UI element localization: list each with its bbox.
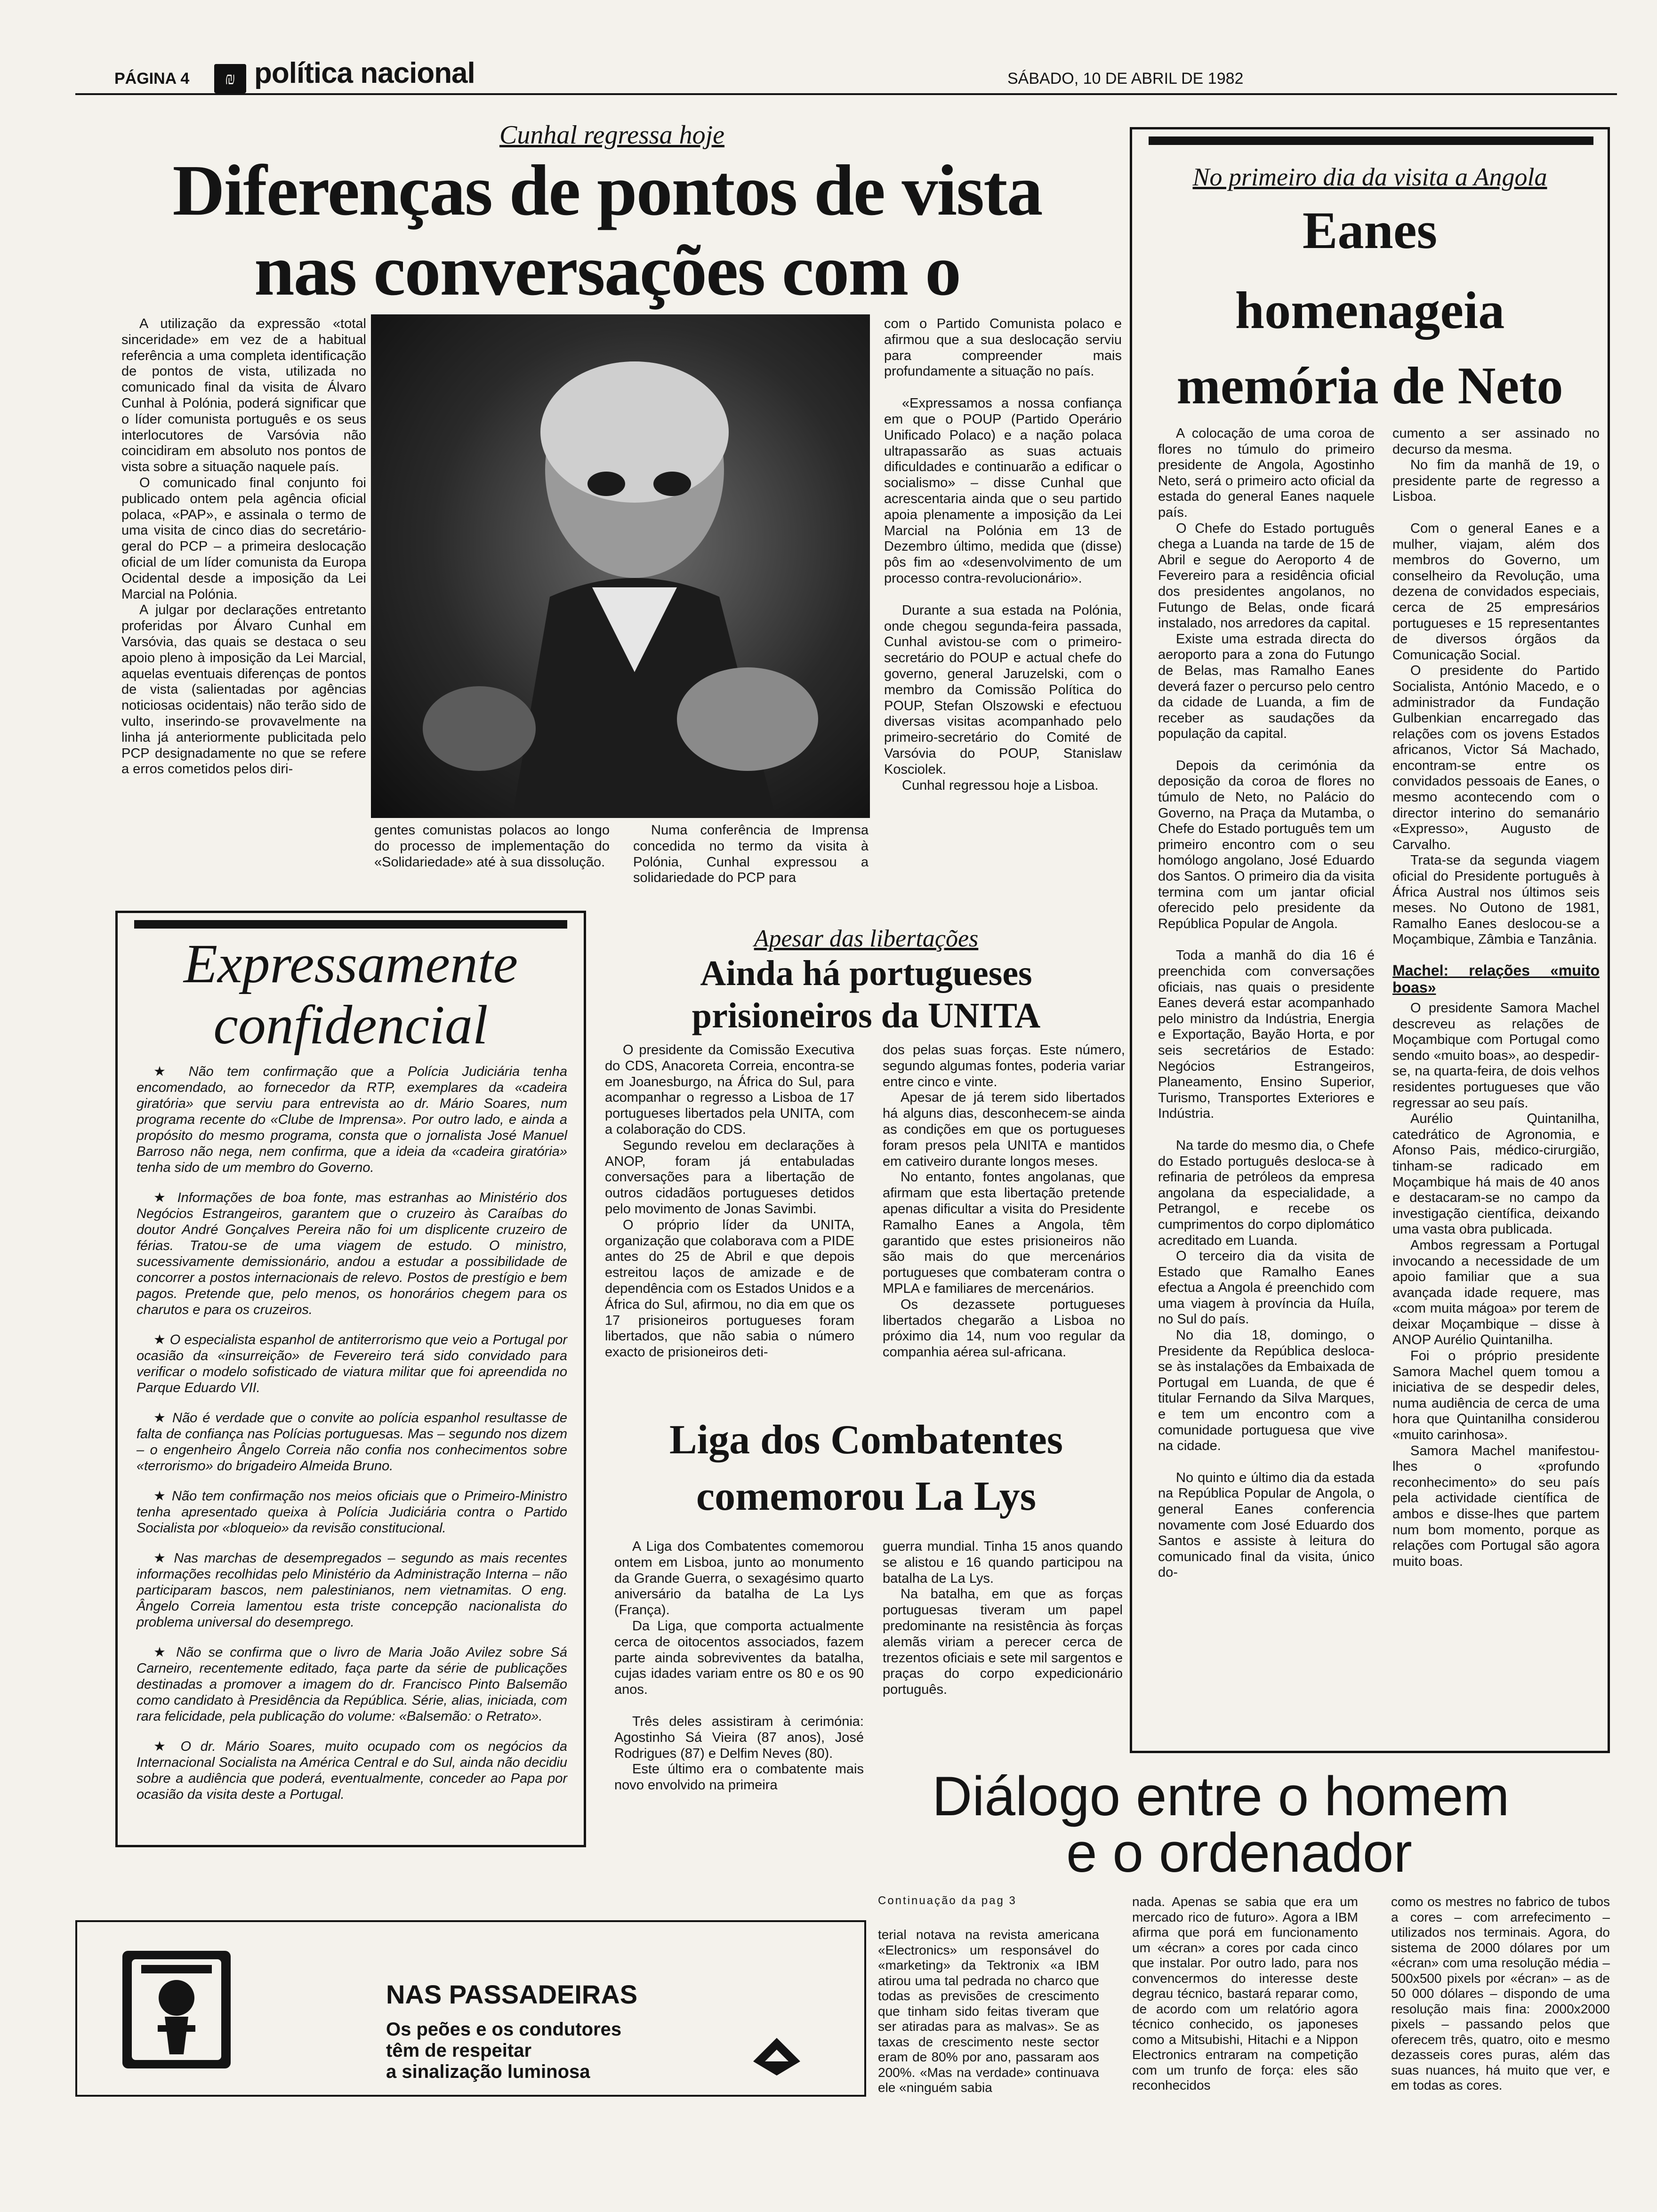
paragraph: Com o general Eanes e a mulher, viajam, além dos membros do Governo, um conselheiro da Revolução, uma dezena de convidados especiais, cerca de 25 empresários portugueses e 15 representantes de diversos órgãos da Comunicação Social. [1392, 521, 1600, 663]
star-icon: ★ [153, 1064, 189, 1079]
cunhal-headline-line2: nas conversações com o [254, 231, 960, 311]
section-logo-icon: ₪ [214, 64, 246, 93]
paragraph: A utilização da expressão «total sinceridade» em vez de a habitual referência a uma completa identificação de pontos de vista, utilizada no comunicado final da visita de Álvaro Cunhal à Polónia, poderá significar que o líder comunista português e os seus interlocutores de Varsóvia não coincidiram em absoluto nos pontos de vista sobre a situação naquele país. [121, 316, 366, 475]
paragraph: No entanto, fontes angolanas, que afirmam que esta libertação pretende apenas dificultar a visita do Presidente Ramalho Eanes a Angola, têm garantido que estes prisioneiros não são mais do que mercenários portugueses que combateram contra o MPLA e familiares de mercenários. [883, 1170, 1125, 1296]
paragraph: O presidente da Comissão Executiva do CDS, Anacoreta Correia, encontra-se em Joanesburgo, na África do Sul, para acompanhar o regresso a Lisboa de 17 portugueses libertados pela UNITA, com a colaboração do CDS. [605, 1042, 854, 1137]
cunhal-headline-line1: Diferenças de pontos de vista [172, 151, 1042, 231]
paragraph: A julgar por declarações entretanto proferidas por Álvaro Cunhal em Varsóvia, das quais se destaca o seu apoio pleno à imposição da Lei Marcial, aquelas eventuais diferenças de pontos de vista (salientadas por agências noticiosas ocidentais) não terão sido de vulto, inserindo-se provavelmente na linha já anteriormente publicitada pelo PCP designadamente no que se refere a erros cometidos pelos diri- [121, 602, 366, 777]
paragraph: como os mestres no fabrico de tubos a cores – com arrefecimento – utilizados nos terminais. Agora, do sistema de 2000 dólares por um «écran» com uma resolução média – 500x500 pixels por «écran» – as de 50 000 dólares – dispondo de uma resolução mais fina: 2000x2000 pixels – passando pelos que oferecem três, quatro, oito e mesmo dezasseis cores puras, além das suas nuances, há muito que ver, e em todas as cores. [1391, 1894, 1610, 2092]
paragraph: Depois da cerimónia da deposição da coroa de flores no túmulo de Neto, no Palácio do Governo, na Praça da Mutamba, o Chefe do Estado português tem um primeiro encontro com o seu homólogo angolano, José Eduardo dos Santos. O primeiro dia da visita termina com um jantar oficial oferecido pelo presidente da República Popular de Angola. [1158, 758, 1375, 931]
dialogo-column-1 [878, 1927, 1099, 2096]
paragraph: Cunhal regressou hoje a Lisboa. [902, 777, 1099, 793]
page-date: SÁBADO, 10 DE ABRIL DE 1982 [1007, 70, 1244, 88]
paragraph: O presidente do Partido Socialista, António Macedo, e o administrador da Fundação Gulbenkian encarregado das relações com os jovens Estados africanos, Victor Sá Machado, encontram-se entre os convidados pessoais de Eanes, o mesmo acontecendo com o director interino do semanário «Expresso», Augusto de Carvalho. [1392, 663, 1600, 852]
paragraph: Da Liga, que comporta actualmente cerca de oitocentos associados, fazem parte ainda sobreviventes da batalha, cujas idades variam entre os 80 e os 90 anos. [614, 1618, 864, 1698]
dialogo-continuation: Continuação da pag 3 [878, 1894, 1017, 1907]
confidencial-title-line2: confidencial [213, 994, 488, 1056]
paragraph: gentes comunistas polacos ao longo do processo de implementação do «Solidariedade» até à sua dissolução. [374, 823, 610, 870]
dialogo-column-2 [1132, 1894, 1358, 2093]
star-icon: ★ [153, 1645, 177, 1660]
cunhal-column-4 [884, 316, 1122, 793]
paragraph: com o Partido Comunista polaco e afirmou que a sua deslocação serviu para compreender mais profundamente a situação no país. [884, 316, 1122, 379]
liga-column-1 [614, 1539, 864, 1794]
paragraph: No dia 18, domingo, o Presidente da República desloca-se às instalações da Embaixada de Portugal em Luanda, de que é titular Fernando da Silva Marques, e tem um encontro com a comunidade portuguesa que vive na cidade. [1158, 1328, 1375, 1454]
paragraph: Os dezassete portugueses libertados chegarão a Lisboa no próximo dia 14, num voo regular da companhia aérea sul-africana. [883, 1297, 1125, 1360]
paragraph: «Expressamos a nossa confiança em que o POUP (Partido Operário Unificado Polaco) e a nação polaca ultrapassarão as suas actuais dificuldades e continuarão a edificar o socialismo» – disse Cunhal que acrescentaria ainda que o seu partido apoia plenamente a imposição da Lei Marcial na Polónia em 13 de Dezembro último, medida que (disse) pôs fim ao «desenvolvimento de um processo contra-revolucionário». [884, 396, 1122, 586]
paragraph: Aurélio Quintanilha, catedrático de Agronomia, e Afonso Pais, médico-cirurgião, tinham-se radicado em Moçambique há mais de 40 anos e destacaram-se no campo da investigação científica, deixando uma vasta obra publicada. [1392, 1111, 1600, 1237]
list-item: ★ Não se confirma que o livro de Maria João Avilez sobre Sá Carneiro, recentemente editado, faça parte da série de publicações destinadas a promover a imagem do dr. Francisco Pinto Balsemão como candidato à Presidência da República. Série, alias, iniciada, com rara felicidade, pela publicação do volume: «Balsemão: o Retrato». [137, 1645, 567, 1724]
paragraph: Ambos regressam a Portugal invocando a necessidade de um apoio familiar que a sua avançada idade requere, mas «com muita mágoa» por terem de deixar Moçambique – disse à ANOP Aurélio Quintanilha. [1392, 1237, 1600, 1348]
paragraph: Na tarde do mesmo dia, o Chefe do Estado português desloca-se à refinaria de petróleos da empresa angolana da especialidade, a Petrangol, e recebe os cumprimentos do corpo diplomático acreditado em Luanda. [1158, 1138, 1375, 1248]
list-item: ★ Nas marchas de desempregados – segundo as mais recentes informações recolhidas pelo Ministério da Administração Interna – não participaram bascos, nem palestinianos, nem vietnamitas. O eng. Ângelo Correia lamentou esta triste concepção nacionalista do problema universal do desemprego. [137, 1551, 567, 1630]
ad-line-3: a sinalização luminosa [386, 2061, 590, 2082]
paragraph: dos pelas suas forças. Este número, segundo algumas fontes, poderia variar entre cinco e vinte. [883, 1042, 1125, 1090]
eanes-headline-line2: homenageia [1235, 281, 1505, 340]
paragraph: O comunicado final conjunto foi publicado ontem pela agência oficial polaca, «PAP», e assinala o termo de uma visita de cinco dias do secretário-geral do PCP – a primeira deslocação oficial de um líder comunista da Europa Ocidental desde a imposição da Lei Marcial na Polónia. [121, 475, 366, 602]
dialogo-headline-line2: e o ordenador [1066, 1822, 1412, 1884]
ad-title: NAS PASSADEIRAS [386, 1980, 638, 2009]
confidencial-top-bar [134, 920, 567, 929]
unita-kicker: Apesar das libertações [754, 925, 979, 952]
list-item: ★ Não tem confirmação que a Polícia Judiciária tenha encomendado, ao fornecedor da RTP, exemplares da «cadeira giratória» que serviu para entrevista ao dr. Mário Soares, num programa recente do «Clube de Imprensa». Por outro lado, e ainda a propósito do mesmo programa, consta que o jornalista José Manuel Barroso não nega, nem confirma, que a ideia da «cadeira giratória» tenha sido de um membro do Governo. [137, 1064, 567, 1175]
paragraph: A colocação de uma coroa de flores no túmulo do primeiro presidente de Angola, Agostinho Neto, será o primeiro acto oficial da estada do general Eanes naquele país. [1158, 426, 1375, 520]
eanes-top-bar [1149, 136, 1593, 145]
paragraph: Três deles assistiram à cerimónia: Agostinho Sá Vieira (87 anos), José Rodrigues (87) e Delfim Neves (80). [614, 1714, 864, 1761]
confidencial-title-line1: Expressamente [184, 933, 518, 994]
paragraph: Trata-se da segunda viagem oficial do Presidente português à África Austral nos últimos seis meses. No Outono de 1981, Ramalho Eanes deslocou-se a Moçambique, Zâmbia e Tanzânia. [1392, 853, 1600, 947]
liga-column-2 [883, 1539, 1123, 1698]
ad-line-2: têm de respeitar [386, 2040, 532, 2061]
paragraph: Segundo revelou em declarações à ANOP, foram já entabuladas conversações para a libertação de outros cidadãos portugueses detidos pelo movimento de Jonas Savimbi. [605, 1138, 854, 1217]
confidencial-items [137, 1064, 567, 1817]
machel-subhead: Machel: relações «muito boas» [1392, 962, 1600, 996]
cunhal-column-3 [633, 823, 869, 886]
list-item: ★ O especialista espanhol de antiterrorismo que veio a Portugal por ocasião da «insurreição» de Fevereiro terá sido convidado para verificar o modelo sofisticado de viatura militar que foi apreendida no Parque Eduardo VII. [137, 1332, 567, 1395]
paragraph: Numa conferência de Imprensa concedida no termo da visita à Polónia, Cunhal expressou a solidariedade do PCP para [633, 823, 869, 886]
list-item: ★ O dr. Mário Soares, muito ocupado com os negócios da Internacional Socialista na América Central e do Sul, ainda não decidiu sobre a audiência que poderá, eventualmente, conceder ao Papa por ocasião da visita deste a Portugal. [137, 1739, 567, 1802]
masthead-rule [75, 93, 1617, 95]
paragraph: Apesar de já terem sido libertados há alguns dias, desconhecem-se ainda as condições em que os portugueses foram presos pela UNITA e mantidos em cativeiro durante longos meses. [883, 1090, 1125, 1169]
eanes-headline-line3: memória de Neto [1176, 357, 1563, 415]
star-icon: ★ [153, 1739, 181, 1754]
list-item: ★ Não tem confirmação nos meios oficiais que o Primeiro-Ministro tenha apresentado queixa à Polícia Judiciária contra o Partido Socialista por «bloqueio» da revisão constitucional. [137, 1489, 568, 1536]
page-number: PÁGINA 4 [114, 70, 190, 88]
paragraph: Este último era o combatente mais novo envolvido na primeira [614, 1762, 864, 1793]
paragraph: O próprio líder da UNITA, organização que colaborava com a PIDE antes do 25 de Abril e que depois estreitou laços de amizade e de dependência com os Estados Unidos e a África do Sul, afirmou, no dia em que os 17 prisioneiros portugueses foram libertados, que não sabia o número exacto de prisioneiros deti- [605, 1217, 854, 1360]
list-item: ★ Não é verdade que o convite ao polícia espanhol resultasse de falta de confiança nas Polícias portuguesas. Mas – segundo nos dizem – o engenheiro Ângelo Correia não confia nos conhecimentos sobre «terrorismo» do brigadeiro Almeida Bruno. [137, 1411, 567, 1474]
paragraph: A Liga dos Combatentes comemorou ontem em Lisboa, junto ao monumento da Grande Guerra, o sexagésimo quarto aniversário da batalha de La Lys (França). [614, 1539, 864, 1618]
paragraph: cumento a ser assinado no decurso da mesma. [1392, 426, 1600, 457]
cunhal-photo [371, 314, 870, 818]
paragraph: Durante a sua estada na Polónia, onde chegou segunda-feira passada, Cunhal avistou-se com o primeiro-secretário do POUP e actual chefe do governo, general Jaruzelski, com o membro da Comissão Política do POUP, Stefan Olszowski e efectuou diversas visitas acompanhado pelo primeiro-secretário do Comité de Varsóvia do POUP, Stanislaw Kosciolek. [884, 602, 1122, 777]
ad-line-1: Os peões e os condutores [386, 2019, 622, 2040]
paragraph: No fim da manhã de 19, o presidente parte de regresso a Lisboa. [1392, 457, 1600, 505]
star-icon: ★ [153, 1190, 177, 1205]
eanes-kicker: No primeiro dia da visita a Angola [1192, 163, 1547, 191]
list-item: ★ Informações de boa fonte, mas estranhas ao Ministério dos Negócios Estrangeiros, garantem que o cruzeiro às Caraíbas do doutor André Gonçalves Pereira não foi um displicente cruzeiro de férias. Tratou-se de uma viagem de estudo. O ministro, sucessivamente demissionário, andou a estudar a possibilidade de concorrer a postos internacionais de relevo. Postos de prestígio e bem pagos. Pretende que, pelo menos, os honorários chegem para os charutos e para os cruzeiros. [137, 1190, 568, 1317]
paragraph: Samora Machel manifestou-lhes o «profundo reconhecimento» do seu país pela actividade científica de ambos e disse-lhes que partem num bom momento, porque as relações com Portugal são agora muito boas. [1392, 1443, 1600, 1569]
paragraph: O presidente Samora Machel descreveu as relações de Moçambique com Portugal como sendo «muito boas», ao despedir-se, na quarta-feira, de dois velhos residentes portugueses que vão regressar ao seu país. [1392, 1001, 1600, 1111]
unita-headline-line2: prisioneiros da UNITA [692, 996, 1041, 1035]
eanes-headline-line1: Eanes [1302, 201, 1438, 260]
paragraph: terial notava na revista americana «Electronics» um responsável do «marketing» da Tektronix «a IBM atirou uma tal pedrada no charco que todas as previsões de crescimento que tinham sido feitas tiveram que ser atiradas para as malvas». Se as taxas de crescimento neste sector eram de 80% por ano, passaram aos 200%. «Mas na verdade» continuava ele «ninguém sabia [878, 1927, 1099, 2095]
cunhal-column-2 [374, 823, 610, 870]
dialogo-headline-line1: Diálogo entre o homem [932, 1765, 1510, 1827]
unita-column-2 [883, 1042, 1125, 1361]
paragraph: O terceiro dia da visita de Estado que Ramalho Eanes efectua a Angola é preenchido com uma viagem à província da Huíla, no Sul do país. [1158, 1249, 1375, 1327]
dialogo-column-3 [1391, 1894, 1610, 2093]
star-icon: ★ [153, 1489, 172, 1504]
paragraph: O Chefe do Estado português chega a Luanda na tarde de 15 de Abril e segue do Aeroporto 4 de Fevereiro para a residência oficial dos presidentes angolanos, no Futungo de Belas, onde ficará instalado, nos arredores da capital. [1158, 521, 1375, 631]
traffic-authority-logo-icon [748, 2033, 805, 2080]
eanes-column-2 [1392, 426, 1600, 1570]
unita-column-1 [605, 1042, 854, 1361]
paragraph: guerra mundial. Tinha 15 anos quando se alistou e 16 quando participou na batalha de La Lys. [883, 1539, 1123, 1586]
cunhal-column-1 [121, 316, 366, 777]
star-icon: ★ [153, 1551, 174, 1566]
portrait-illustration [371, 314, 870, 818]
star-icon: ★ [153, 1332, 170, 1347]
eanes-column-1 [1158, 426, 1375, 1581]
liga-headline-line1: Liga dos Combatentes [669, 1417, 1063, 1463]
paragraph: Existe uma estrada directa do aeroporto para a zona do Futungo de Belas, mas Ramalho Eanes deverá fazer o percurso pelo centro da cidade de Luanda, a fim de receber as saudações da população da capital. [1158, 631, 1375, 742]
star-icon: ★ [153, 1411, 172, 1426]
paragraph: No quinto e último dia da estada na República Popular de Angola, o general Eanes conferencia novamente com José Eduardo dos Santos e assiste à leitura do comunicado final da visita, único do- [1158, 1470, 1375, 1580]
paragraph: nada. Apenas se sabia que era um mercado rico de futuro». Agora a IBM afirma que porá em funcionamento um «écran» a cores por cada cinco que instalar. Por outro lado, para nos convencermos do interesse deste degrau técnico, bastará reparar como, de acordo com um relatório agora técnico conhecido, os japoneses como a Mitsubishi, Hitachi e a Nippon Electronics entraram na competição com um trunfo de força: eles são reconhecidos [1132, 1894, 1358, 2092]
unita-headline-line1: Ainda há portugueses [700, 954, 1032, 993]
traffic-light-icon [113, 1946, 240, 2073]
paragraph: Toda a manhã do dia 16 é preenchida com conversações oficiais, nas quais o presidente Eanes deverá estar acompanhado pelo ministro da Indústria, Energia e Exportação, Bayão Horta, e por seis secretários de Estado: Negócios Estrangeiros, Planeamento, Ensino Superior, Turismo, Transportes Exteriores e Indústria. [1158, 948, 1375, 1122]
liga-headline-line2: comemorou La Lys [696, 1474, 1036, 1519]
paragraph: Foi o próprio presidente Samora Machel quem tomou a iniciativa de se despedir deles, numa audiência de cerca de uma hora que Quintanilha considerou «muito carinhosa». [1392, 1348, 1600, 1443]
section-title: política nacional [254, 57, 475, 89]
paragraph: Na batalha, em que as forças portuguesas tiveram um papel predominante na resistência às forças alemãs viriam a perecer cerca de trezentos oficiais e sete mil sargentos e praças do corpo expedicionário português. [883, 1587, 1123, 1698]
cunhal-kicker: Cunhal regressa hoje [499, 120, 725, 150]
